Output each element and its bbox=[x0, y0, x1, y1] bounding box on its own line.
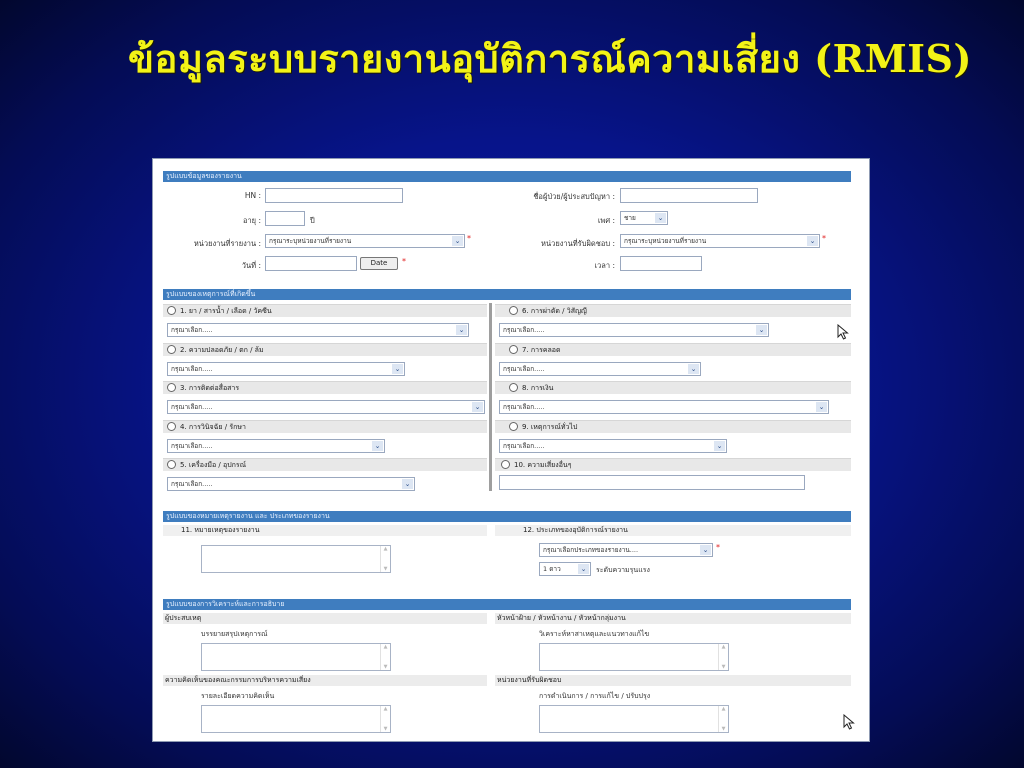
category-radio-2[interactable] bbox=[167, 345, 176, 354]
category-select-4[interactable] bbox=[167, 439, 385, 453]
select-placeholder: กรุณาเลือก..... bbox=[171, 480, 213, 488]
select-placeholder: กรุณาเลือก..... bbox=[503, 442, 545, 450]
textarea-scrollbar[interactable]: ▲ ▼ bbox=[718, 706, 728, 732]
age-input[interactable] bbox=[265, 211, 305, 226]
category-select-1[interactable] bbox=[167, 323, 469, 337]
chevron-down-icon: ⌄ bbox=[372, 441, 383, 451]
date-picker-button[interactable]: Date bbox=[360, 257, 398, 270]
report-unit-select[interactable] bbox=[265, 234, 465, 248]
other-risk-input[interactable] bbox=[499, 475, 805, 490]
age-unit-label: ปี bbox=[310, 216, 315, 225]
resp-unit-select[interactable] bbox=[620, 234, 820, 248]
category-select-6[interactable] bbox=[499, 323, 769, 337]
reporter-subhead: ผู้ประสบเหตุ bbox=[163, 613, 487, 624]
category-radio-9[interactable] bbox=[509, 422, 518, 431]
resp-unit-label: หน่วยงานที่รับผิดชอบ : bbox=[541, 239, 615, 248]
report-unit-label: หน่วยงานที่รายงาน : bbox=[193, 239, 261, 248]
category-label-2: 2. ความปลอดภัย / ตก / ล้ม bbox=[180, 346, 264, 354]
mouse-pointer-icon bbox=[837, 324, 849, 340]
resp-unit-subhead: หน่วยงานที่รับผิดชอบ bbox=[495, 675, 851, 686]
sex-label: เพศ : bbox=[597, 216, 615, 225]
severity-level-select[interactable] bbox=[539, 562, 591, 576]
category-select-9[interactable] bbox=[499, 439, 727, 453]
sex-select-value: ชาย bbox=[624, 214, 636, 222]
opinion-textarea[interactable] bbox=[201, 705, 391, 733]
action-label: การดำเนินการ / การแก้ไข / ปรับปรุง bbox=[539, 692, 651, 700]
chevron-down-icon: ⌄ bbox=[456, 325, 467, 335]
section-header-report-info: รูปแบบข้อมูลของรายงาน bbox=[163, 171, 851, 182]
textarea-scrollbar[interactable]: ▲ ▼ bbox=[380, 546, 390, 572]
hn-input[interactable] bbox=[265, 188, 403, 203]
date-input[interactable] bbox=[265, 256, 357, 271]
category-radio-7[interactable] bbox=[509, 345, 518, 354]
patient-name-label: ชื่อผู้ป่วย/ผู้ประสบปัญหา : bbox=[533, 192, 615, 201]
required-mark: * bbox=[467, 234, 471, 243]
chevron-down-icon: ⌄ bbox=[655, 213, 666, 223]
category-label-5: 5. เครื่องมือ / อุปกรณ์ bbox=[180, 461, 247, 469]
resp-unit-select-value: กรุณาระบุหน่วยงานที่รายงาน bbox=[624, 237, 707, 245]
category-label-6: 6. การผ่าตัด / วิสัญญี bbox=[522, 307, 587, 315]
severity-level-select-value: 1 ดาว bbox=[543, 565, 561, 573]
chevron-down-icon: ⌄ bbox=[472, 402, 483, 412]
severity-level-label: ระดับความรุนแรง bbox=[596, 566, 650, 574]
chevron-down-icon: ⌄ bbox=[816, 402, 827, 412]
textarea-scrollbar[interactable]: ▲ ▼ bbox=[380, 644, 390, 670]
chevron-down-icon: ⌄ bbox=[756, 325, 767, 335]
chevron-down-icon: ⌄ bbox=[688, 364, 699, 374]
action-textarea[interactable] bbox=[539, 705, 729, 733]
category-radio-5[interactable] bbox=[167, 460, 176, 469]
select-placeholder: กรุณาเลือก..... bbox=[171, 403, 213, 411]
date-label: วันที่ : bbox=[241, 261, 261, 270]
item12-label: 12. ประเภทของอุบัติการณ์รายงาน bbox=[495, 525, 851, 536]
analysis-label: วิเคราะห์หาสาเหตุและแนวทางแก้ไข bbox=[539, 630, 650, 638]
textarea-scrollbar[interactable]: ▲ ▼ bbox=[380, 706, 390, 732]
category-radio-8[interactable] bbox=[509, 383, 518, 392]
select-placeholder: กรุณาเลือก..... bbox=[171, 442, 213, 450]
slide-title: ข้อมูลระบบรายงานอุบัติการณ์ความเสี่ยง (RMIS) bbox=[128, 36, 972, 81]
category-label-4: 4. การวินิจฉัย / รักษา bbox=[180, 423, 246, 431]
time-label: เวลา : bbox=[594, 261, 615, 270]
committee-subhead: ความคิดเห็นของคณะกรรมการบริหารความเสี่ยง bbox=[163, 675, 487, 686]
age-label: อายุ : bbox=[242, 216, 261, 225]
category-label-9: 9. เหตุการณ์ทั่วไป bbox=[522, 423, 578, 431]
chevron-down-icon: ⌄ bbox=[807, 236, 818, 246]
select-placeholder: กรุณาเลือก..... bbox=[503, 326, 545, 334]
column-divider bbox=[489, 303, 492, 491]
event-summary-label: บรรยายสรุปเหตุการณ์ bbox=[201, 630, 268, 638]
category-radio-6[interactable] bbox=[509, 306, 518, 315]
category-radio-1[interactable] bbox=[167, 306, 176, 315]
report-unit-select-value: กรุณาระบุหน่วยงานที่รายงาน bbox=[269, 237, 352, 245]
category-select-3[interactable] bbox=[167, 400, 485, 414]
section-header-analysis: รูปแบบของการวิเคราะห์และการอธิบาย bbox=[163, 599, 851, 610]
textarea-scrollbar[interactable]: ▲ ▼ bbox=[718, 644, 728, 670]
chevron-down-icon: ⌄ bbox=[578, 564, 589, 574]
chevron-down-icon: ⌄ bbox=[700, 545, 711, 555]
required-mark: * bbox=[402, 257, 406, 266]
category-radio-10[interactable] bbox=[501, 460, 510, 469]
chevron-down-icon: ⌄ bbox=[452, 236, 463, 246]
time-input[interactable] bbox=[620, 256, 702, 271]
category-select-5[interactable] bbox=[167, 477, 415, 491]
sex-select[interactable] bbox=[620, 211, 668, 225]
patient-name-input[interactable] bbox=[620, 188, 758, 203]
select-placeholder: กรุณาเลือก..... bbox=[171, 326, 213, 334]
chevron-down-icon: ⌄ bbox=[714, 441, 725, 451]
category-select-8[interactable] bbox=[499, 400, 829, 414]
category-radio-3[interactable] bbox=[167, 383, 176, 392]
select-placeholder: กรุณาเลือก..... bbox=[503, 403, 545, 411]
opinion-label: รายละเอียดความคิดเห็น bbox=[201, 692, 275, 700]
category-label-3: 3. การติดต่อสื่อสาร bbox=[180, 384, 240, 392]
item11-label: 11. หมายเหตุของรายงาน bbox=[163, 525, 487, 536]
category-label-8: 8. การเงิน bbox=[522, 384, 554, 392]
required-mark: * bbox=[716, 543, 720, 552]
category-radio-4[interactable] bbox=[167, 422, 176, 431]
select-placeholder: กรุณาเลือก..... bbox=[503, 365, 545, 373]
report-type-select[interactable] bbox=[539, 543, 713, 557]
mouse-pointer-icon bbox=[843, 714, 855, 730]
category-label-10: 10. ความเสี่ยงอื่นๆ bbox=[514, 461, 572, 469]
event-summary-textarea[interactable] bbox=[201, 643, 391, 671]
supervisor-subhead: หัวหน้าฝ้าย / หัวหน้างาน / หัวหน้ากลุ่มงาน bbox=[495, 613, 851, 624]
hn-label: HN : bbox=[244, 191, 261, 200]
analysis-textarea[interactable] bbox=[539, 643, 729, 671]
category-select-7[interactable] bbox=[499, 362, 701, 376]
select-placeholder: กรุณาเลือก..... bbox=[171, 365, 213, 373]
category-label-7: 7. การคลอด bbox=[522, 346, 561, 354]
report-type-select-value: กรุณาเลือกประเภทของรายงาน.... bbox=[543, 546, 639, 554]
rmis-form-screenshot bbox=[152, 158, 870, 742]
report-note-textarea[interactable] bbox=[201, 545, 391, 573]
required-mark: * bbox=[822, 234, 826, 243]
chevron-down-icon: ⌄ bbox=[402, 479, 413, 489]
category-select-2[interactable] bbox=[167, 362, 405, 376]
category-label-1: 1. ยา / สารน้ำ / เลือด / วัคซีน bbox=[180, 307, 272, 315]
chevron-down-icon: ⌄ bbox=[392, 364, 403, 374]
section-header-event-type: รูปแบบของเหตุการณ์ที่เกิดขึ้น bbox=[163, 289, 851, 300]
section-header-report-note-type: รูปแบบของหมายเหตุรายงาน และ ประเภทของรายงาน bbox=[163, 511, 851, 522]
